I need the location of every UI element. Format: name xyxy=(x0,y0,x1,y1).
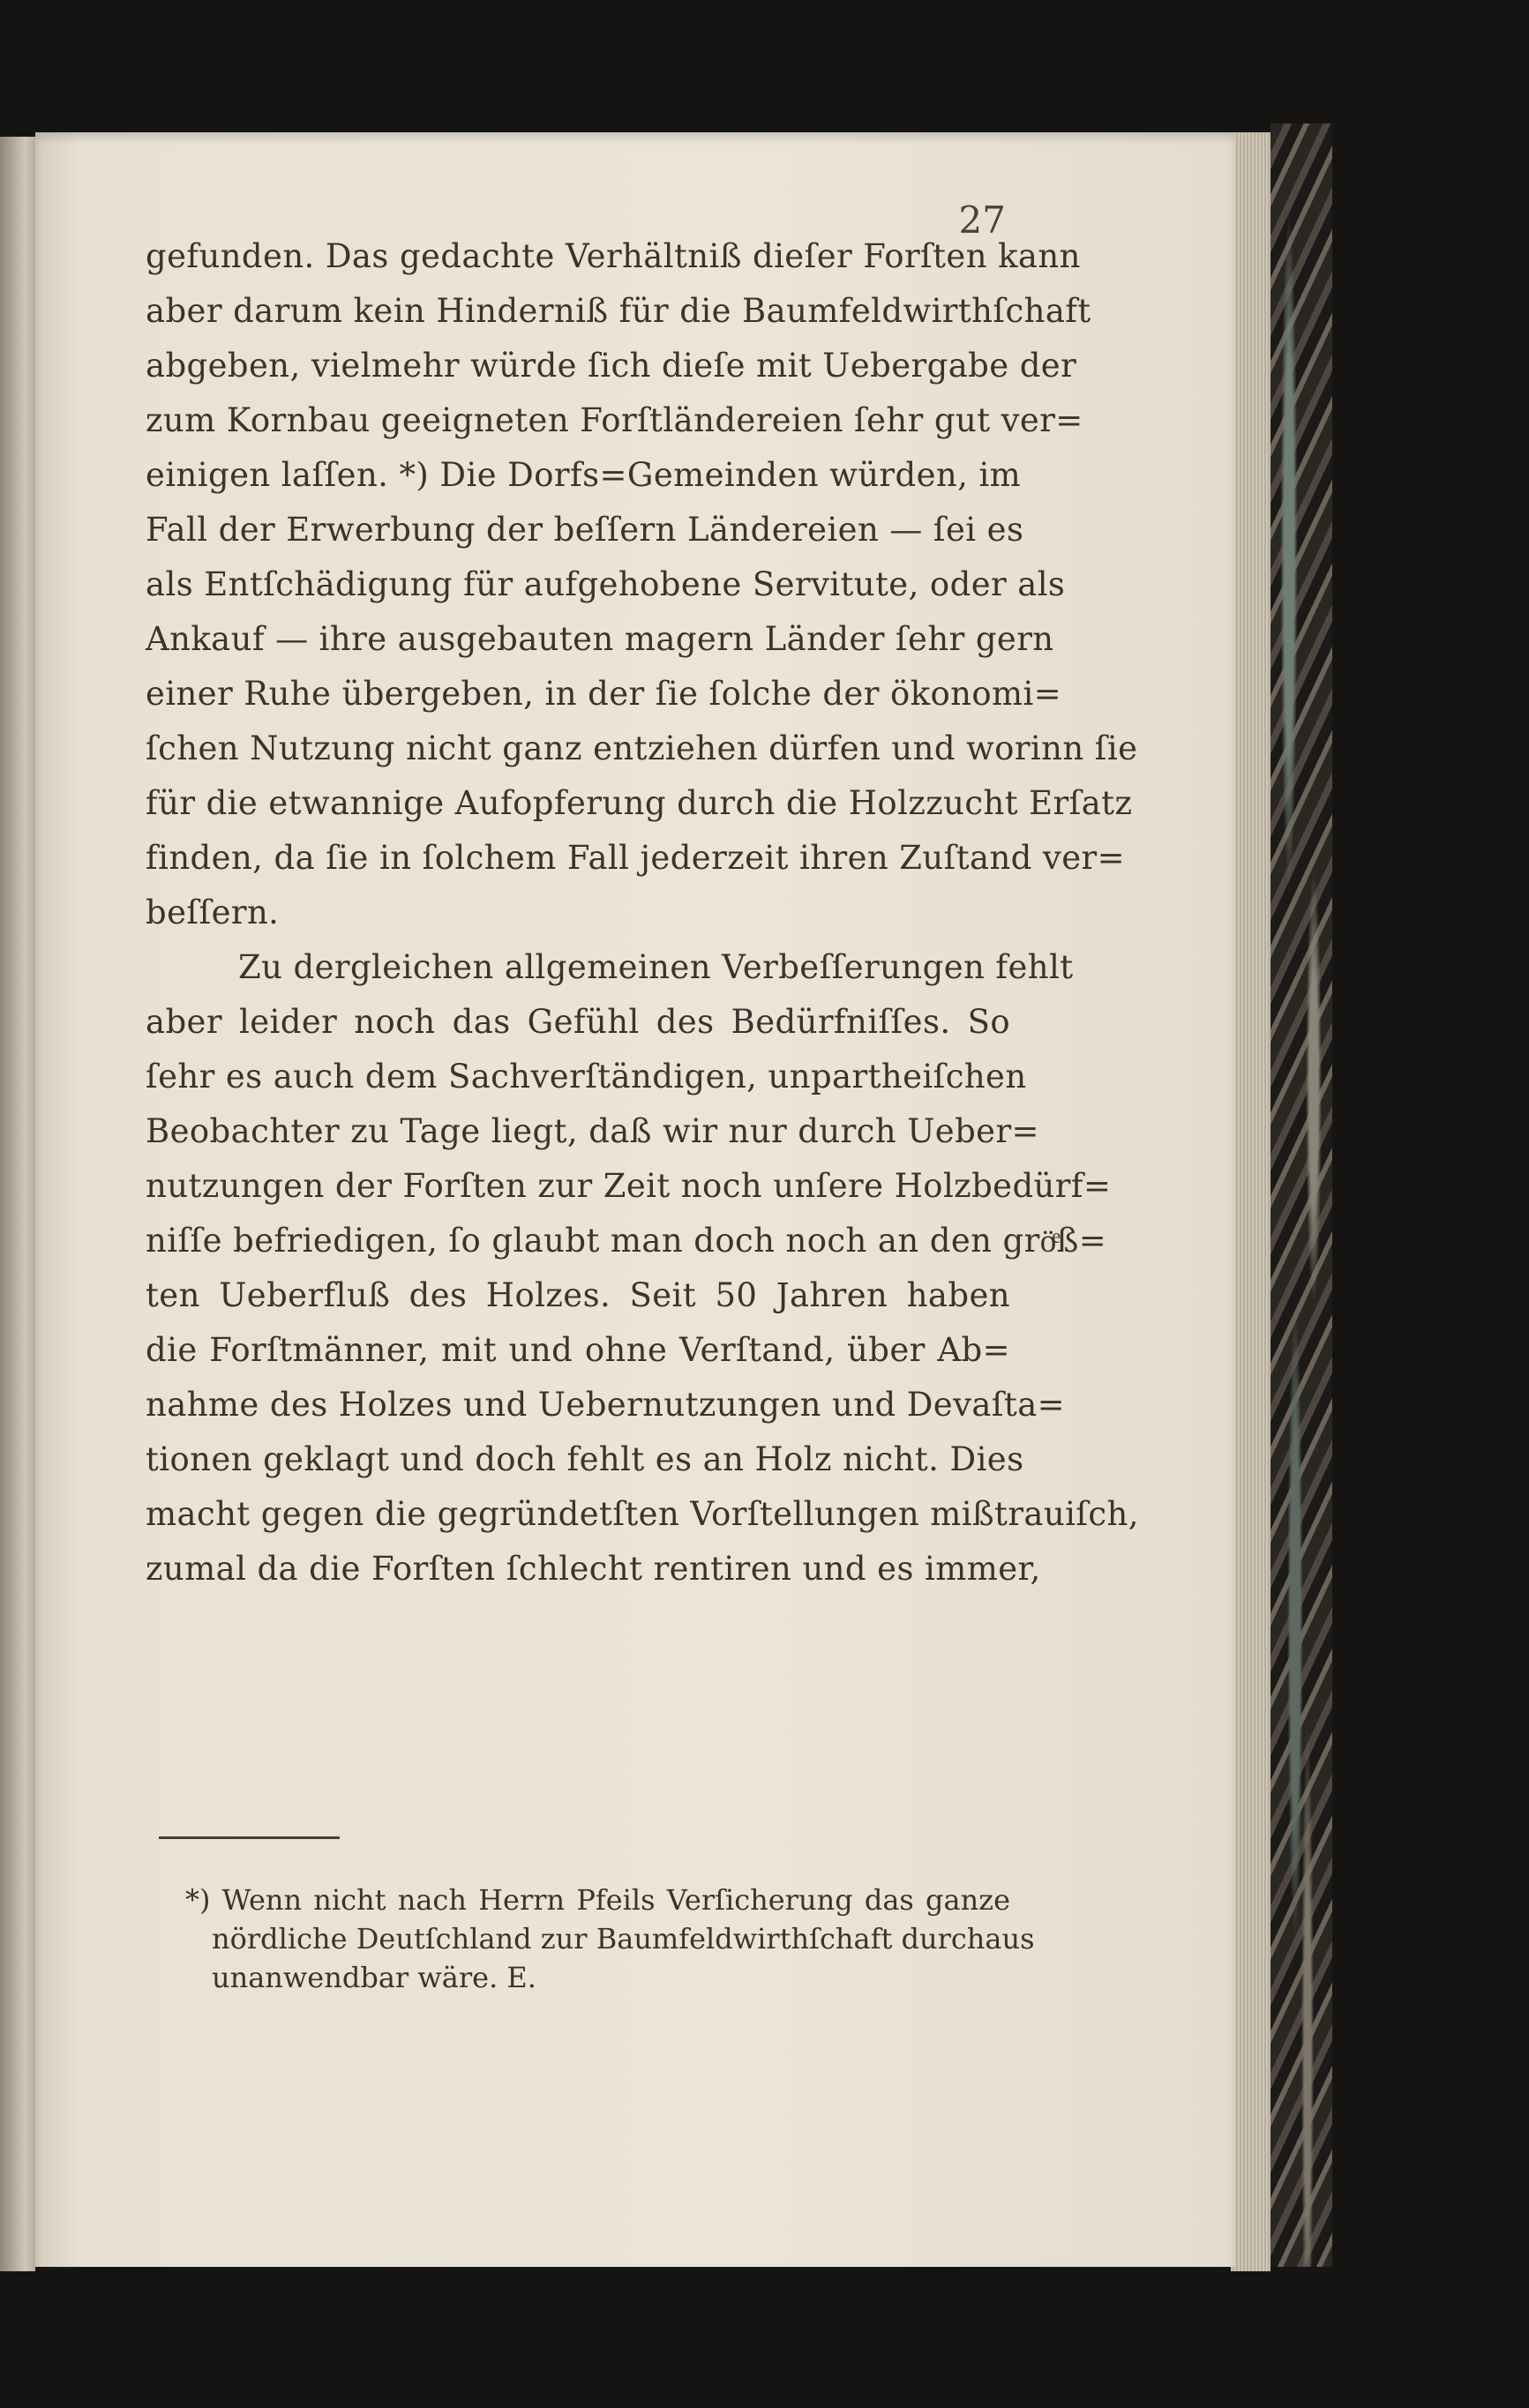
text-line: gefunden. Das gedachte Verhältniß dieſer Forſten kann xyxy=(146,237,1081,275)
text-line: Fall der Erwerbung der beſſern Ländereien — ſei es xyxy=(146,511,1024,549)
text-line: ten Ueberfluß des Holzes. Seit 50 Jahren haben xyxy=(146,1276,1010,1314)
text-line: für die etwannige Aufopferung durch die Holzzucht Erſatz xyxy=(146,784,1133,822)
page-number: 27 xyxy=(958,198,1006,242)
text-line: als Entſchädigung für aufgehobene Servitute, oder als xyxy=(146,565,1066,603)
text-line: beſſern. xyxy=(146,894,280,931)
text-line: ſchen Nutzung nicht ganz entziehen dürfen und worinn ſie xyxy=(146,729,1138,767)
text-line: zum Kornbau geeigneten Forſtländereien ſehr gut ver= xyxy=(146,401,1083,439)
text-line: Ankauf — ihre ausgebauten magern Länder ſehr gern xyxy=(146,620,1054,658)
body-text xyxy=(146,229,1139,1597)
text-line: einigen laſſen. *) Die Dorfs=Gemeinden würden, im xyxy=(146,456,1022,494)
text-line: nahme des Holzes und Uebernutzungen und Devaſta= xyxy=(146,1386,1066,1424)
marbled-cover-edge xyxy=(1270,123,1332,2267)
text-line: aber leider noch das Gefühl des Bedürfniſſes. So xyxy=(146,1003,1010,1041)
text-line: ſehr es auch dem Sachverſtändigen, unpartheiſchen xyxy=(146,1058,1027,1096)
text-line: die Forſtmänner, mit und ohne Verſtand, über Ab= xyxy=(146,1331,1010,1369)
footnote-line: *) Wenn nicht nach Herrn Pfeils Verſicherung das ganze xyxy=(185,1883,1010,1917)
text-line: zumal da die Forſten ſchlecht rentiren und es immer, xyxy=(146,1550,1041,1588)
text-line: tionen geklagt und doch fehlt es an Holz nicht. Dies xyxy=(146,1440,1024,1478)
facing-page-edge xyxy=(0,137,35,2271)
text-line: macht gegen die gegründetſten Vorſtellungen mißtrauiſch, xyxy=(146,1495,1139,1533)
footnote-line: nördliche Deutſchland zur Baumfeldwirthſchaft durchaus xyxy=(212,1922,1035,1956)
text-line: Beobachter zu Tage liegt, daß wir nur durch Ueber= xyxy=(146,1112,1039,1150)
text-line: finden, da ſie in ſolchem Fall jederzeit ihren Zuſtand ver= xyxy=(146,839,1126,877)
text-line: niſſe befriedigen, ſo glaubt man doch noch an den gröͤß= xyxy=(146,1222,1107,1260)
text-line: Zu dergleichen allgemeinen Verbeſſerungen fehlt xyxy=(238,948,1074,986)
text-line: einer Ruhe übergeben, in der ſie ſolche der ökonomi= xyxy=(146,675,1062,713)
page-stack-edge xyxy=(1231,132,1270,2271)
text-line: aber darum kein Hinderniß für die Baumfeldwirthſchaft xyxy=(146,292,1091,330)
text-line: abgeben, vielmehr würde ſich dieſe mit Uebergabe der xyxy=(146,347,1077,385)
footnote xyxy=(185,1881,1035,1997)
footnote-line: unanwendbar wäre. E. xyxy=(212,1961,536,1994)
footnote-rule xyxy=(159,1836,340,1839)
text-line: nutzungen der Forſten zur Zeit noch unſere Holzbedürf= xyxy=(146,1167,1112,1205)
